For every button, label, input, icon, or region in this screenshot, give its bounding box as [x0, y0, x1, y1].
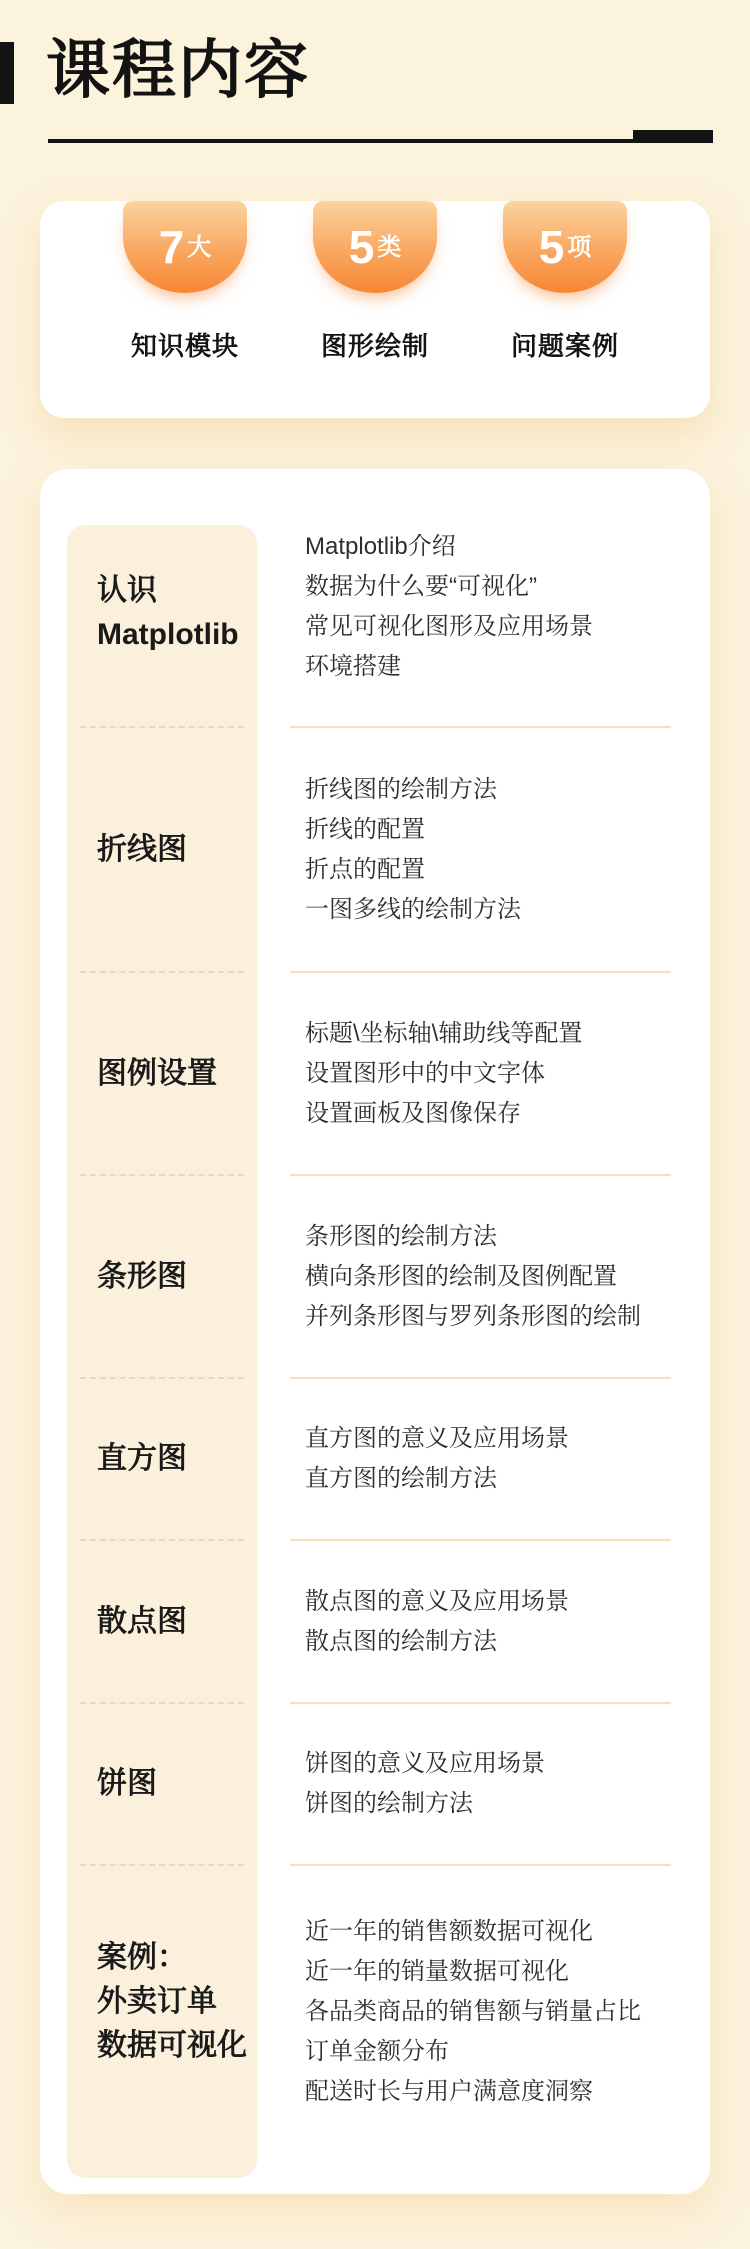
topic-title-line: 条形图	[97, 1259, 187, 1293]
topic-title-line: 数据可视化	[97, 2028, 247, 2062]
stat-knowledge-modules	[90, 201, 280, 418]
topic-title-line: 外卖订单	[97, 1984, 217, 2018]
topic-title-line: 饼图	[97, 1767, 157, 1800]
detail-item: 折线图的绘制方法	[305, 775, 497, 803]
course-details-column	[290, 469, 671, 2194]
stat-graphic-types	[280, 201, 470, 418]
header-accent-bar	[0, 42, 14, 104]
detail-item: 直方图的绘制方法	[305, 1465, 497, 1492]
topic-cell-case-study	[67, 1865, 257, 2178]
topic-cell-pie-chart	[67, 1703, 257, 1865]
detail-item: 近一年的销售额数据可视化	[305, 1917, 593, 1945]
stat-badge	[503, 201, 627, 293]
detail-cell-matplotlib-intro	[290, 469, 671, 727]
detail-cell-legend-settings	[290, 972, 671, 1175]
topic-title-line: Matplotlib	[97, 618, 239, 651]
detail-item: 一图多线的绘制方法	[305, 895, 521, 923]
detail-cell-case-study	[290, 1865, 671, 2194]
topic-title-line: 图例设置	[97, 1056, 217, 1090]
detail-cell-pie-chart	[290, 1703, 671, 1865]
stat-label: 图形绘制	[320, 331, 429, 361]
title-underline	[48, 139, 713, 143]
detail-item: 订单金额分布	[305, 2037, 449, 2065]
topic-cell-bar-chart	[67, 1175, 257, 1378]
course-card	[40, 469, 710, 2194]
stat-number: 7	[158, 221, 185, 273]
detail-item: 饼图的意义及应用场景	[305, 1750, 545, 1777]
topic-title-line: 直方图	[97, 1442, 187, 1475]
stat-badge	[313, 201, 437, 293]
topic-cell-scatter-plot	[67, 1540, 257, 1703]
detail-item: 数据为什么要“可视化”	[305, 573, 537, 600]
detail-item: 饼图的绘制方法	[305, 1790, 473, 1817]
course-topics-column	[67, 525, 257, 2178]
detail-item: 直方图的意义及应用场景	[305, 1425, 569, 1452]
stat-unit: 项	[567, 234, 592, 261]
detail-item: 并列条形图与罗列条形图的绘制	[305, 1302, 641, 1330]
detail-item: 标题\坐标轴\辅助线等配置	[305, 1019, 583, 1047]
stats-card	[40, 201, 710, 418]
detail-item: 散点图的意义及应用场景	[305, 1587, 569, 1615]
detail-item: 折线的配置	[305, 815, 425, 843]
topic-title-line: 散点图	[97, 1604, 187, 1638]
stat-label: 问题案例	[510, 331, 619, 361]
topic-cell-histogram	[67, 1378, 257, 1540]
detail-item: 设置画板及图像保存	[305, 1099, 521, 1127]
detail-item: 设置图形中的中文字体	[305, 1059, 545, 1087]
detail-item: 条形图的绘制方法	[305, 1222, 497, 1250]
detail-item: 横向条形图的绘制及图例配置	[305, 1262, 617, 1290]
detail-item: 近一年的销量数据可视化	[305, 1957, 569, 1985]
detail-item: 散点图的绘制方法	[305, 1627, 497, 1655]
stat-label: 知识模块	[130, 331, 239, 361]
detail-item: 环境搭建	[305, 653, 401, 680]
stat-number: 5	[348, 221, 375, 273]
detail-cell-scatter-plot	[290, 1540, 671, 1703]
topic-title-line: 折线图	[97, 832, 187, 866]
detail-item: 配送时长与用户满意度洞察	[305, 2077, 593, 2105]
detail-item: Matplotlib介绍	[305, 533, 456, 560]
detail-cell-line-chart	[290, 727, 671, 972]
stat-unit: 大	[187, 234, 212, 261]
title-underline-cap	[633, 130, 713, 143]
stat-number: 5	[538, 221, 565, 273]
stat-badge	[123, 201, 247, 293]
topic-title-line: 案例：	[97, 1940, 187, 1974]
stat-problem-cases	[470, 201, 660, 418]
detail-cell-bar-chart	[290, 1175, 671, 1378]
detail-cell-histogram	[290, 1378, 671, 1540]
detail-item: 折点的配置	[305, 855, 425, 883]
topic-cell-matplotlib-intro	[67, 525, 257, 727]
topic-cell-legend-settings	[67, 972, 257, 1175]
detail-item: 各品类商品的销售额与销量占比	[305, 1997, 641, 2025]
topic-cell-line-chart	[67, 727, 257, 972]
stat-unit: 类	[377, 234, 402, 261]
detail-item: 常见可视化图形及应用场景	[305, 613, 593, 640]
page-title: 课程内容	[46, 34, 310, 106]
topic-title-line: 认识	[97, 574, 157, 607]
